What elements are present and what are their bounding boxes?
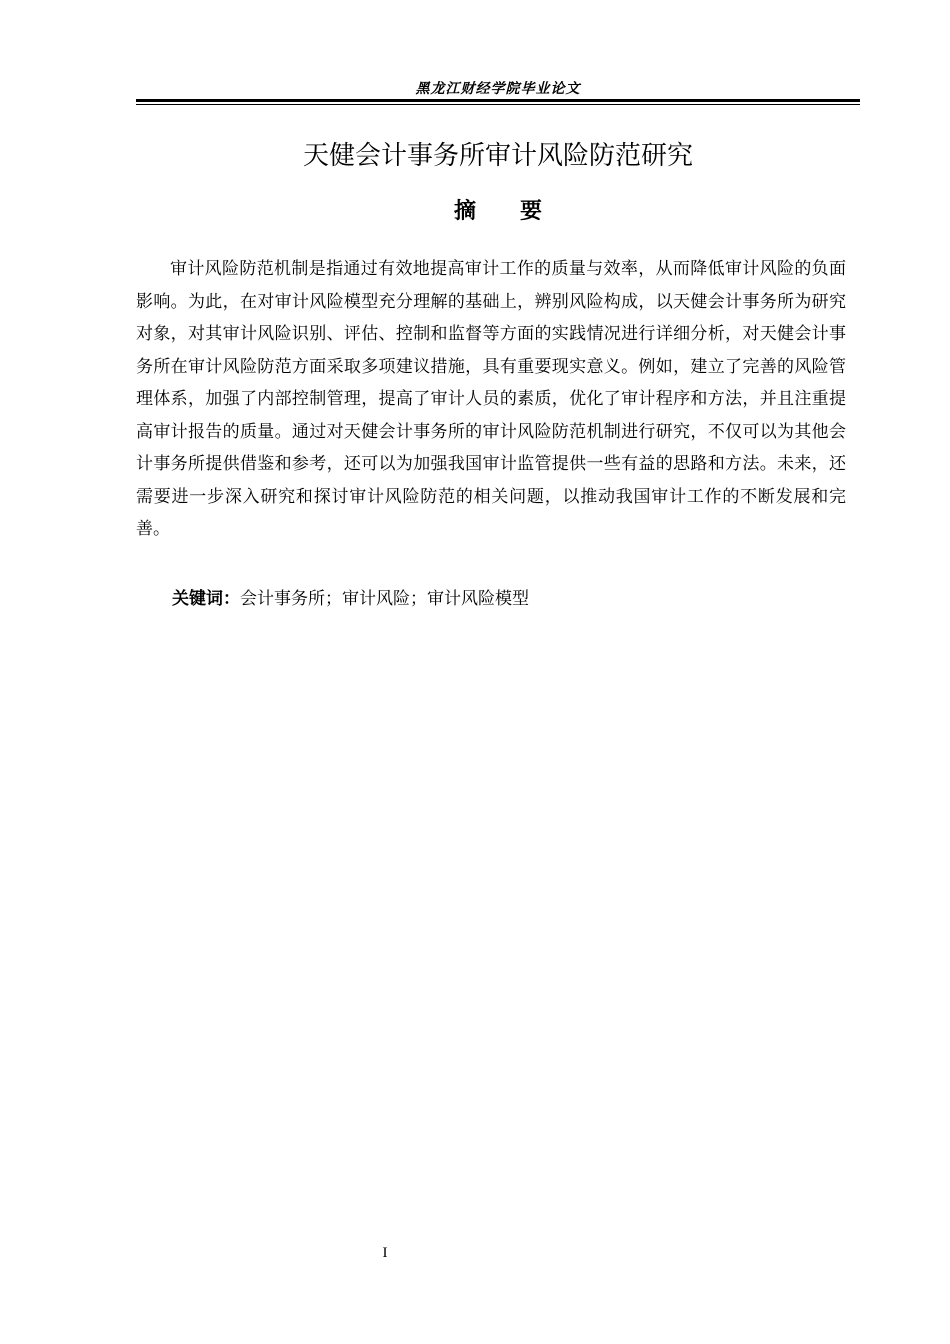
- abstract-body: 审计风险防范机制是指通过有效地提高审计工作的质量与效率，从而降低审计风险的负面影响。为此，在对审计风险模型充分理解的基础上，辨别风险构成，以天健会计事务所为研究对象，对其审计风险识别、评估、控制和监督等方面的实践情况进行详细分析，对天健会计事务所在审计风险防范方面采取多项建议措施，具有重要现实意义。例如，建立了完善的风险管理体系，加强了内部控制管理，提高了审计人员的素质，优化了审计程序和方法，并且注重提高审计报告的质量。通过对天健会计事务所的审计风险防范机制进行研究，不仅可以为其他会计事务所提供借鉴和参考，还可以为加强我国审计监管提供一些有益的思路和方法。未来，还需要进一步深入研究和探讨审计风险防范的相关问题，以推动我国审计工作的不断发展和完善。: [136, 259, 846, 539]
- keywords-label: 关键词：: [172, 589, 240, 609]
- header-rule-thin: [136, 104, 860, 105]
- keywords-line: [172, 585, 852, 613]
- running-header: 黑龙江财经学院毕业论文: [415, 81, 581, 97]
- abstract-heading: 摘要: [453, 199, 586, 224]
- header-rule-thick: [136, 99, 860, 102]
- keywords-value: 会计事务所；审计风险；审计风险模型: [240, 589, 529, 609]
- paper-title: 天健会计事务所审计风险防范研究: [302, 141, 693, 171]
- page-number: I: [382, 1245, 388, 1261]
